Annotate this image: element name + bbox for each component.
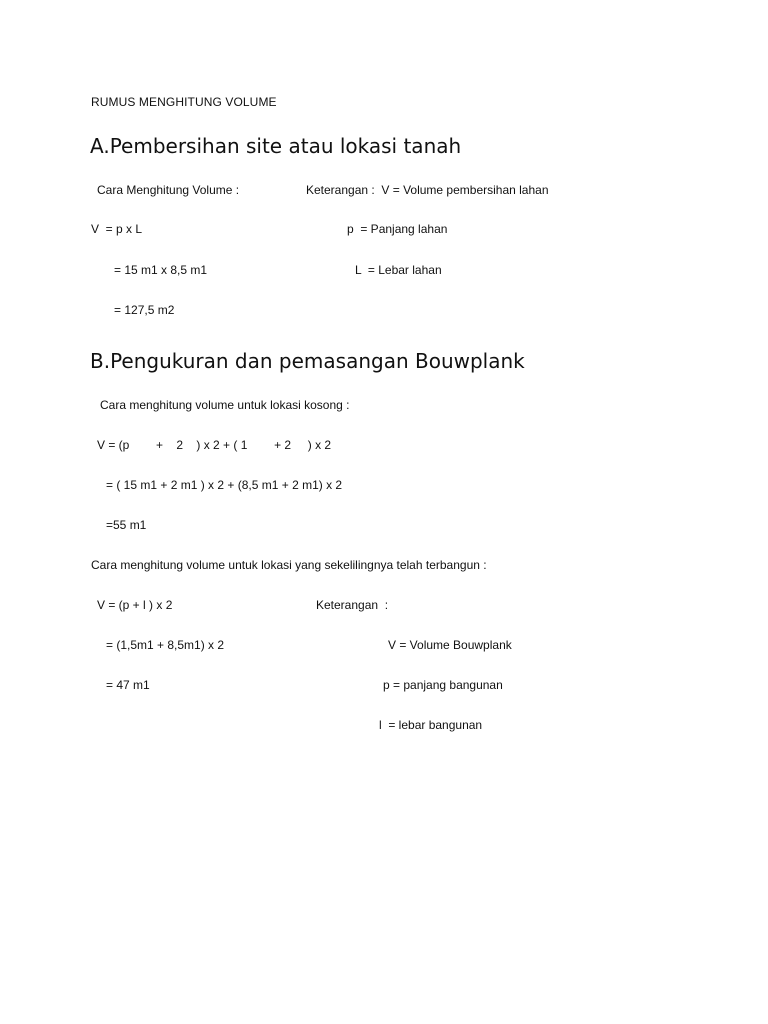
section-a-note-l: L = Lebar lahan: [355, 263, 442, 277]
section-a-formula-1: V = p x L: [91, 222, 143, 236]
section-b-formula-1: V = (p + 2 ) x 2 + ( 1 + 2 ) x 2: [97, 438, 332, 452]
section-b-cara-kosong: Cara menghitung volume untuk lokasi kosong :: [100, 398, 350, 412]
section-b-formula-5: = (1,5m1 + 8,5m1) x 2: [106, 638, 225, 652]
section-a-cara-label: Cara Menghitung Volume :: [97, 183, 240, 197]
section-a-formula-3: = 127,5 m2: [114, 303, 175, 317]
section-a-heading: A.Pembersihan site atau lokasi tanah: [90, 134, 462, 158]
section-b-note-l: l = lebar bangunan: [379, 718, 483, 732]
document-title: RUMUS MENGHITUNG VOLUME: [91, 95, 277, 109]
section-b-cara-terbangun: Cara menghitung volume untuk lokasi yang sekelilingnya telah terbangun :: [91, 558, 487, 572]
section-a-formula-2: = 15 m1 x 8,5 m1: [114, 263, 208, 277]
section-a-note-p: p = Panjang lahan: [347, 222, 448, 236]
section-b-formula-4: V = (p + l ) x 2: [97, 598, 173, 612]
section-b-formula-2: = ( 15 m1 + 2 m1 ) x 2 + (8,5 m1 + 2 m1) x 2: [106, 478, 343, 492]
section-a-keterangan: Keterangan : V = Volume pembersihan lahan: [306, 183, 549, 197]
section-b-keterangan: Keterangan :: [316, 598, 389, 612]
section-b-formula-6: = 47 m1: [106, 678, 150, 692]
section-b-note-p: p = panjang bangunan: [383, 678, 503, 692]
section-b-note-v: V = Volume Bouwplank: [388, 638, 512, 652]
section-b-formula-3: =55 m1: [106, 518, 147, 532]
section-b-heading: B.Pengukuran dan pemasangan Bouwplank: [90, 349, 525, 373]
